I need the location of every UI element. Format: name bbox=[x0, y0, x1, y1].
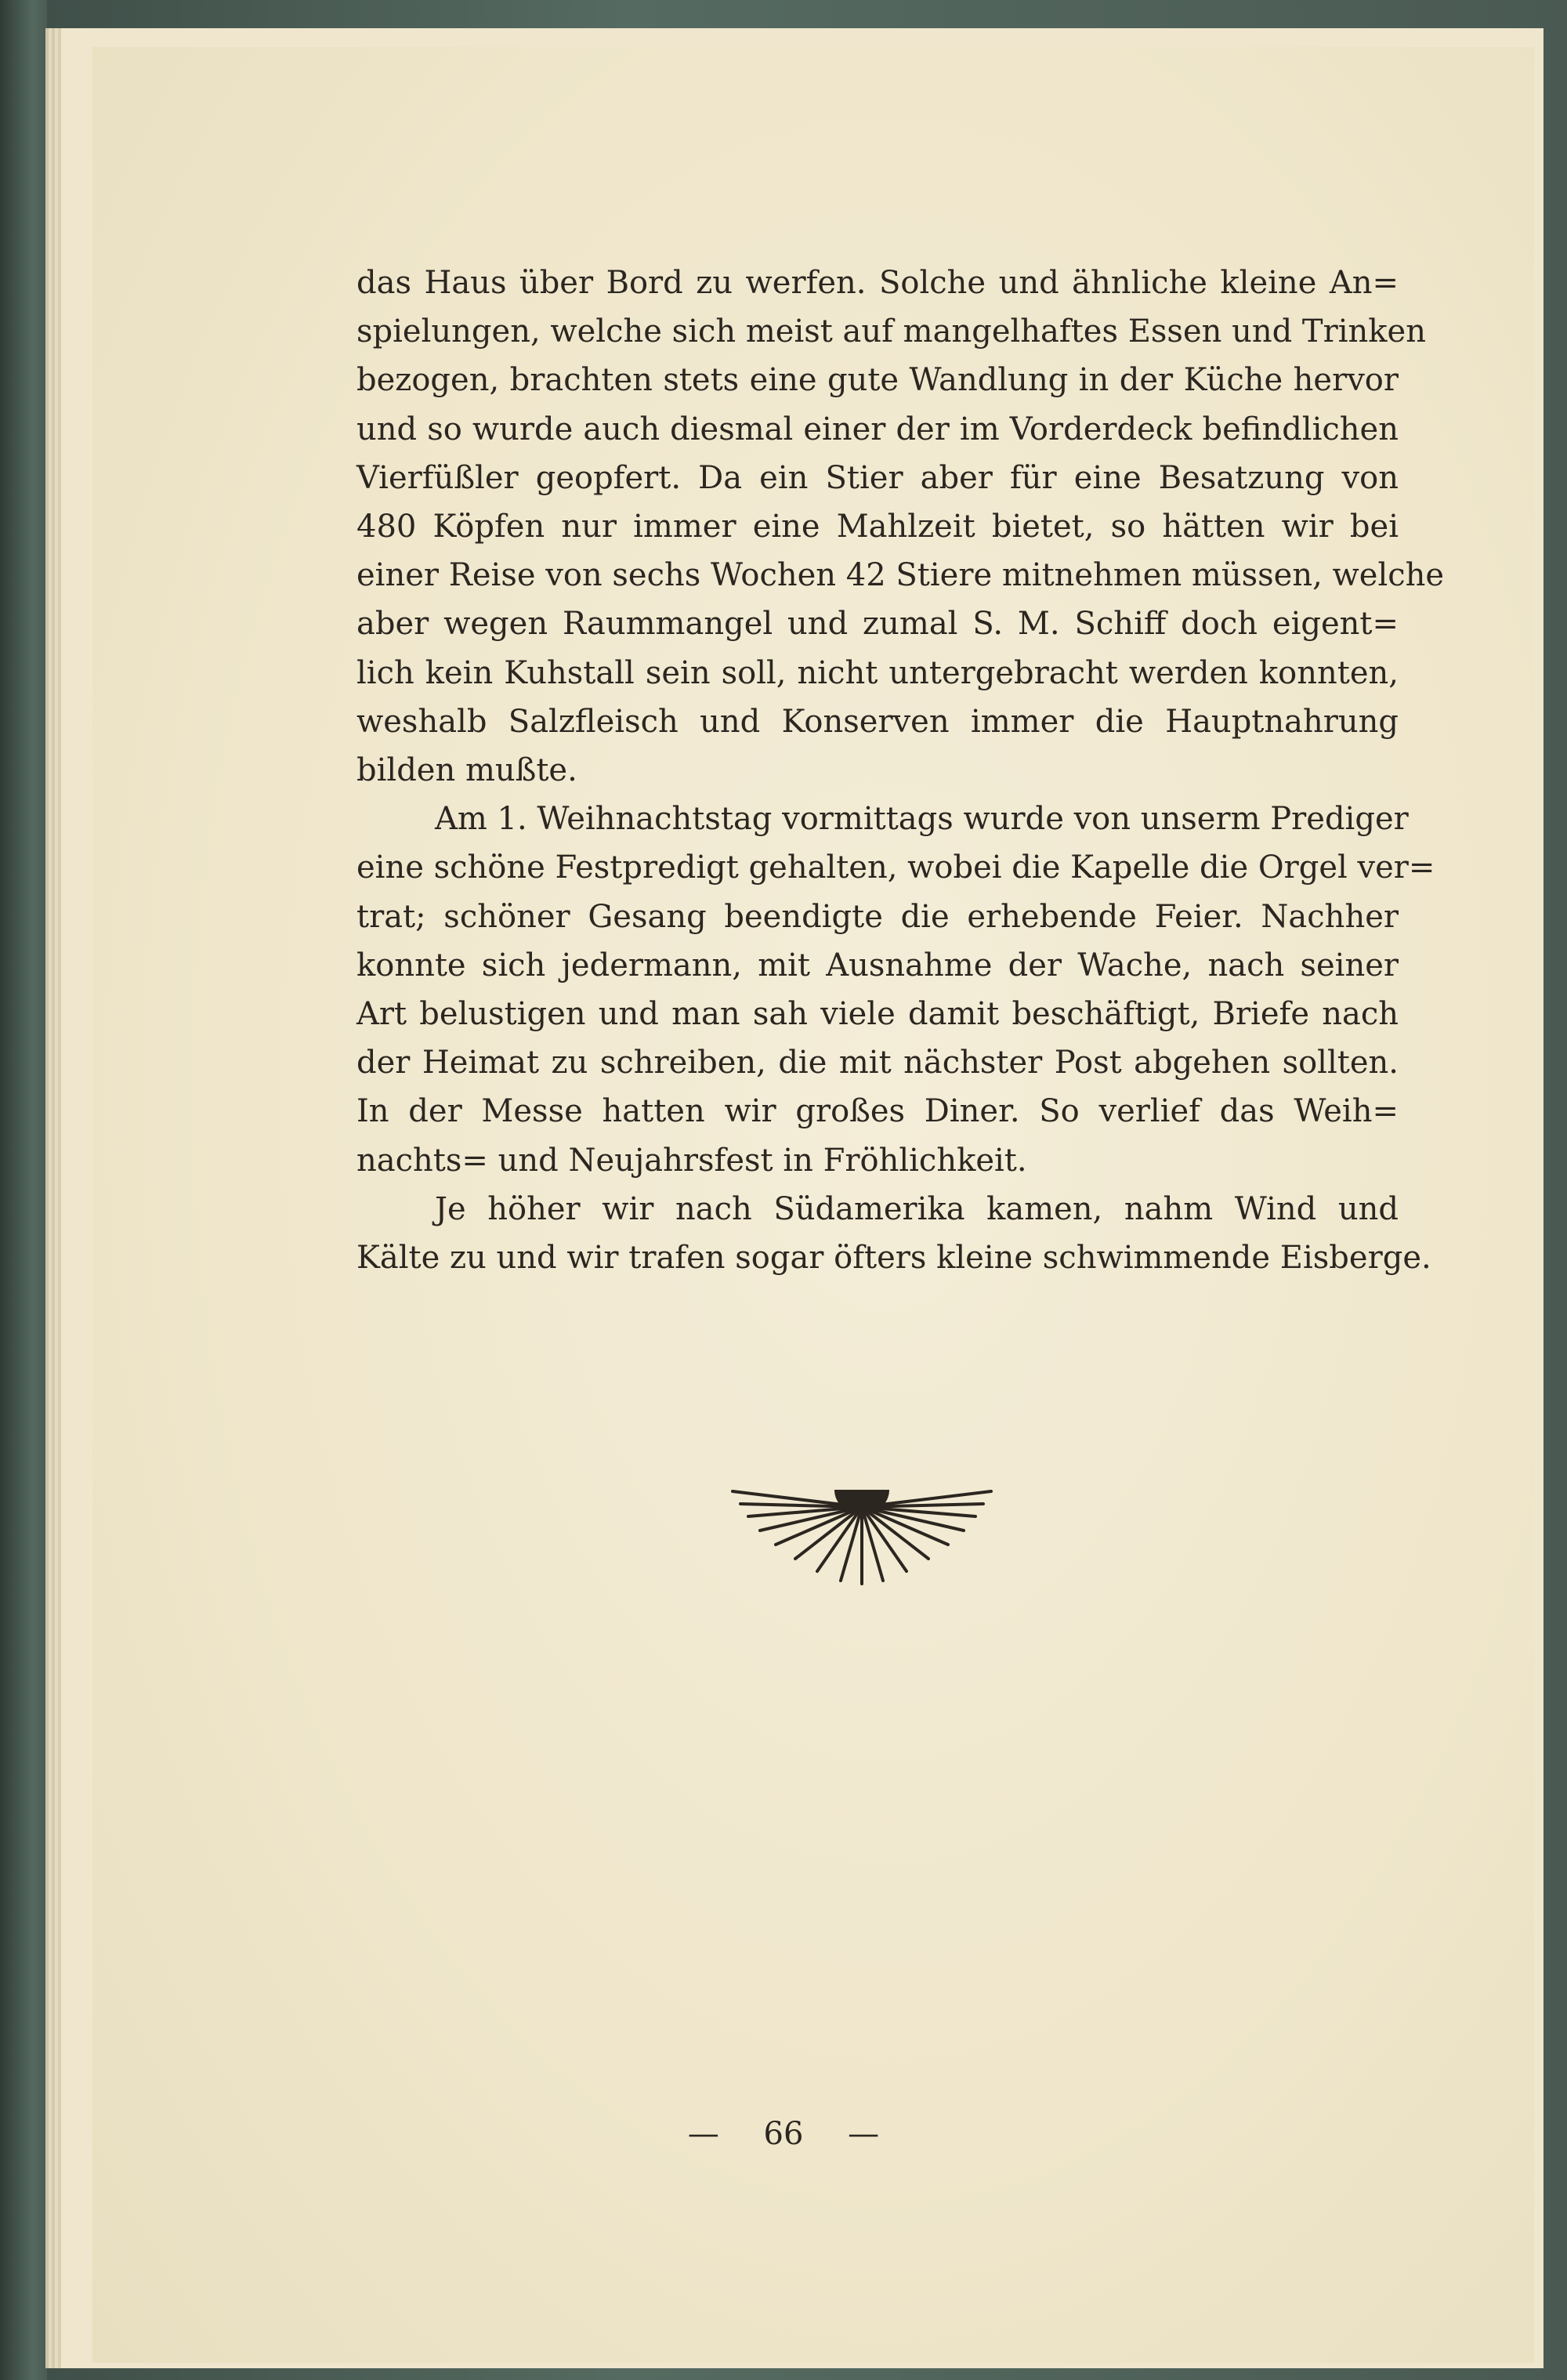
paragraph-1 bbox=[356, 259, 1445, 795]
text-line: aber wegen Raummangel und zumal S. M. Schiff doch eigent= bbox=[356, 606, 1399, 643]
text-line: In der Messe hatten wir großes Diner. So verlief das Weih= bbox=[356, 1093, 1399, 1130]
text-line: konnte sich jedermann, mit Ausnahme der Wache, nach seiner bbox=[356, 947, 1399, 984]
text-line: spielungen, welche sich meist auf mangelhaftes Essen und Trinken bbox=[356, 313, 1426, 350]
text-line: einer Reise von sechs Wochen 42 Stiere mitnehmen müssen, welche bbox=[356, 557, 1445, 594]
page-text bbox=[356, 259, 1445, 1282]
text-line: bezogen, brachten stets eine gute Wandlung in der Küche hervor bbox=[356, 362, 1399, 399]
paragraph-2 bbox=[356, 795, 1435, 1185]
text-line: weshalb Salzfleisch und Konserven immer die Hauptnahrung bbox=[356, 703, 1399, 740]
text-line: und so wurde auch diesmal einer der im Vorderdeck befindlichen bbox=[356, 411, 1399, 447]
text-line: nachts= und Neujahrsfest in Fröhlichkeit. bbox=[356, 1142, 1027, 1179]
page-number: 66 bbox=[763, 2116, 804, 2152]
text-line: Je höher wir nach Südamerika kamen, nahm Wind und bbox=[435, 1190, 1399, 1227]
text-line: Art belustigen und man sah viele damit beschäftigt, Briefe nach bbox=[356, 996, 1399, 1033]
text-line: der Heimat zu schreiben, die mit nächster Post abgehen sollten. bbox=[356, 1045, 1399, 1081]
paragraph-3 bbox=[356, 1185, 1431, 1282]
sunburst-ornament bbox=[725, 1485, 999, 1587]
text-line: Am 1. Weihnachtstag vormittags wurde von unserm Prediger bbox=[435, 801, 1409, 838]
footer-dash-left: — bbox=[687, 2116, 719, 2152]
text-line: eine schöne Festpredigt gehalten, wobei die Kapelle die Orgel ver= bbox=[356, 849, 1435, 886]
text-line: bilden mußte. bbox=[356, 752, 577, 789]
text-line: 480 Köpfen nur immer eine Mahlzeit bietet, so hätten wir bei bbox=[356, 509, 1399, 545]
book-spine bbox=[0, 0, 47, 2380]
text-line: Kälte zu und wir trafen sogar öfters kleine schwimmende Eisberge. bbox=[356, 1240, 1431, 1277]
text-line: trat; schöner Gesang beendigte die erhebende Feier. Nachher bbox=[356, 898, 1399, 935]
text-line: lich kein Kuhstall sein soll, nicht untergebracht werden konnten, bbox=[356, 654, 1399, 691]
text-line: das Haus über Bord zu werfen. Solche und ähnliche kleine An= bbox=[356, 265, 1399, 301]
page-footer bbox=[0, 2116, 1567, 2152]
footer-dash-right: — bbox=[848, 2116, 880, 2152]
text-line: Vierfüßler geopfert. Da ein Stier aber für eine Besatzung von bbox=[356, 459, 1399, 496]
